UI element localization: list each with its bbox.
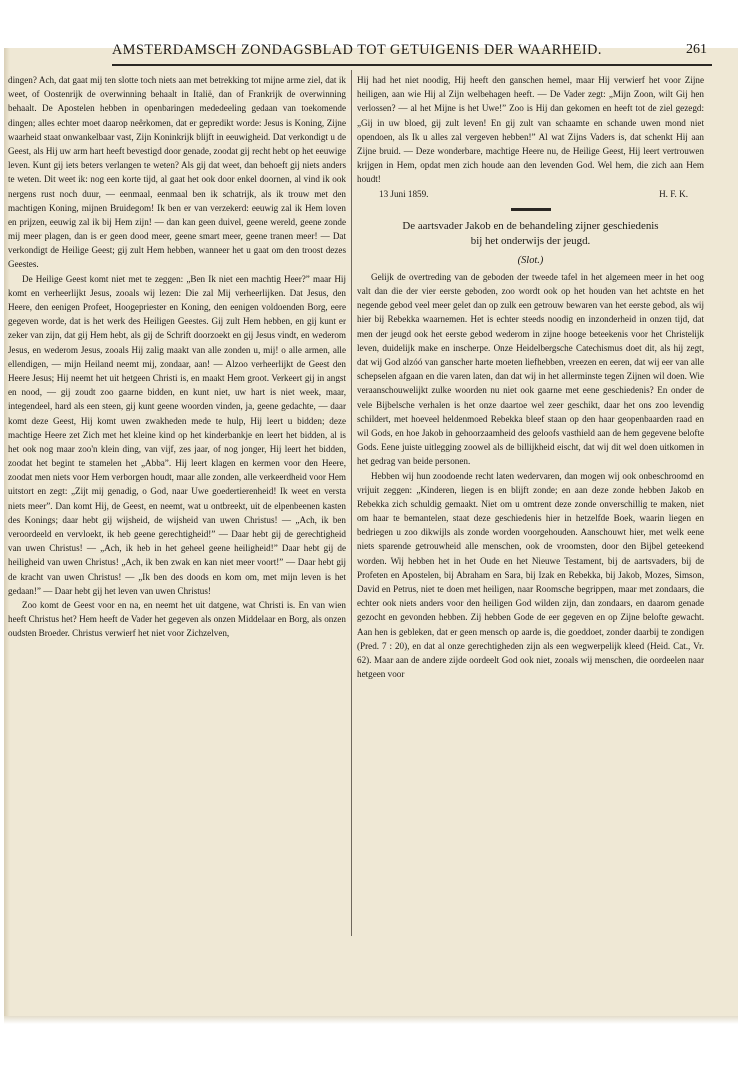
left-paragraph: Zoo komt de Geest voor en na, en neemt het uit datgene, wat Christi is. En van wien heeft Christus het? Hem heeft de Vader het gegeven als onzen Middelaar en Borg, als onzen oudsten Broeder. Christus verwierf het niet voor Zichzelven,	[8, 599, 346, 639]
page-bottom-edge	[4, 1016, 738, 1024]
page-number: 261	[686, 42, 707, 57]
dateline-initials: H. F. K.	[659, 188, 688, 199]
dateline-date: 13 Juni 1859.	[379, 188, 429, 199]
running-title: AMSTERDAMSCH ZONDAGSBLAD TOT GETUIGENIS DER WAARHEID.	[112, 42, 602, 58]
right-column	[357, 73, 704, 681]
article-subheading: (Slot.)	[517, 254, 544, 266]
left-paragraph: dingen? Ach, dat gaat mij ten slotte toch niets aan met betrekking tot mijne arme ziel, dat ik weet, of Oostenrijk de overwinning behaalt in Italië, dan of Frankrijk de overwinning behaalt. De Apostelen hebben in openbaringen mededeeling gedaan van toekomende dingen; alles echter moet daarop neêrkomen, dat er gepredikt worde: Jesus is Koning, Zijne waarheid staat onwankelbaar vast, Zijn Koninkrijk blijft in eeuwigheid. Dat verkondigt u de Geest, als Hij uw arm hart heeft bevestigd door genade, zoodat gij recht hebt op het eeuwige leven. Kunt gij iets beters verlangen te weten? Als gij dat weet, dan behoeft gij niets anders te weten. Dit weet ik: nog een korte tijd, al gaat het ook door enkel doornen, al vind ik ook nergens rust noch duur, — eenmaal, eenmaal ben ik schatrijk, als ik trouw met den machtigen Koning, mijnen Bruidegom! Ik ben er van verzekerd: eeuwig zal ik Hem loven en prijzen, eeuwig zal ik bij Hem zijn! — dan kan geen duivel, geene wereld, geene zonde mij meer plagen, dan is er geen dood meer, geene smart meer, geene tranen meer! — Dat verkondigt de Heilige Geest; gij zult Hem hebben, wanneer het u gaat om den troost dezes Geestes.	[8, 75, 346, 270]
section-separator-rule	[511, 208, 551, 211]
left-column	[8, 73, 346, 641]
left-paragraph: De Heilige Geest komt niet met te zeggen: „Ben Ik niet een machtig Heer?” maar Hij komt en verheerlijkt Jesus, zooals wij lezen: Die zal Mij verheerlijken. Dat Jesus, den Heere, den eenigen Profeet, Hoogepriester en Koning, den eenigen voldoenden Borg, eere gegeven worde, dat is het werk des Heiligen Geestes. Gij zult Hem hebben, en gij kunt er zeker van zijn, dat gij Hem hebt, als gij de Schrift doorzoekt en gij Jesus vindt, en wederom Jesus, en wederom Jesus, zooals Hij zalig maakt van alle zonden u, mij! o alle armen, alle ellendigen, — mijn Heiland neemt mij, zondaar, aan! — Alzoo verheerlijkt de Geest den Heere Jesus; Hij neemt het uit hetgeen Christi is, en maakt Hem groot. Verkeert gij in angst en nood, — gij zoudt zoo gaarne bidden, en kunt niet, uw hart is niet week, maar, integendeel, hard als een steen, gij kunt geene woorden vinden, ja, geene gedachte, — daar komt deze Geest, Hij komt uwen zwakheden mede te hulp, Hij leert u bidden; deze machtige Heere zet Zich met het kleine kind op het kinderbankje en leert het bidden, al is het ook nog maar zoo'n klein ding, van vijf, zes jaar, of nog jonger, Hij leert het bidden, zoodat het begint te stamelen het „Abba”. Hij leert klagen en kermen voor den Heere, zoodat men niets voor Hem verborgen houdt, maar alle zonden, alle verkeerdheid voor Hem uitstort en zegt: „Zijt mij genadig, o God, naar Uwe goedertierenheid! Ik weet en versta niets meer”. Dan komt Hij, de Geest, en neemt, wat u ontbreekt, uit de elpenbeenen kasten des Konings; daar hebt gij wijsheid, de wijsheid van uwen Christus! — „Ach, ik ben veroordeeld en vervloekt, ik heb geene gerechtigheid!” — Daar hebt gij de gerechtigheid van uwen Christus! — „Ach, ik heb in het geheel geene heiligheid!” Daar hebt gij de heiligheid van uwen Christus! „Ach, ik ben zwak en kan niet meer voort!” — Daar hebt gij de kracht van uwen Christus! — „Ik ben des doods en kom om, met mijn leven is het gedaan!” — Daar hebt gij het leven van uwen Christus!	[8, 273, 346, 596]
article-title	[357, 219, 704, 249]
header-rule	[112, 64, 712, 66]
right-paragraph: Hebben wij hun zoodoende recht laten wedervaren, dan mogen wij ook onbeschroomd en vrijuit zeggen: „Kinderen, liegen is en blijft zonde; en aan deze zonde hebben Jakob en Rebekka zich schuldig gemaakt. Niet om u omtrent deze zonde onverschillig te maken, niet om haar te bemantelen, staat deze geschiedenis hier in hetzelfde Boek, waarin liegen en bedriegen u zoo dikwijls als zonde worden voorgehouden. Aanschouwt hier, met welk eene niets sparende getrouwheid alle menschen, ook de vroomsten, door den Bijbel geteekend worden. Wij hebben het in het Oude en het Nieuwe Testament, bij de aartsvaders, bij de Profeten en Apostelen, bij Abraham en Sara, bij Izak en Rebekka, bij Jakob, Mozes, Simson, David en Petrus, niet te doen met heiligen, naar Roomsche begrippen, maar met zondaars, die echter ook niets anders voor den heiligen God wilden zijn, dan zondaars, en daarom genade gezocht en gevonden hebben. Zij hebben Gode de eer gegeven en op Zijne belofte gewacht. Aan hen is gebleken, dat er geen mensch op aarde is, die goeddoet, zonder daarbij te zondigen (Pred. 7 : 20), en dat al onze gerechtigheden zijn als een wegwerpelijk kleed (Heid. Cat., Vr. 62). Maar aan de andere zijde oordeelt God ook niet, zooals wij menschen, die oordeelen naar hetgeen voor	[357, 470, 704, 680]
page-header	[112, 40, 707, 62]
column-divider	[351, 70, 352, 936]
right-paragraph: Hij had het niet noodig, Hij heeft den ganschen hemel, maar Hij verwierf het voor Zijne heiligen, aan wie Hij al Zijn welbehagen heeft. — De Vader zegt: „Mijn Zoon, wilt Gij hen verlossen? — al het Mijne is het Uwe!” Zoo is Hij dan gekomen en heeft tot de ziel gezegd: „Gij in uw bloed, gij zult leven! En gij zult van schaamte en schande uwen mond niet opendoen, als Ik u alles zal vergeven hebben!” Al wat Zijns Vaders is, dat schenkt Hij aan Zijne bruid. — Deze wonderbare, machtige Heere nu, de Heilige Geest, Hij leert vertrouwen krijgen in Hem, opdat men zich houde aan den levenden God. Wel hem, die zich aan Hem houdt!	[357, 75, 704, 185]
dateline	[357, 187, 704, 201]
article-title-line-1: De aartsvader Jakob en de behandeling zijner geschiedenis	[402, 219, 659, 232]
article-title-line-2: bij het onderwijs der jeugd.	[470, 234, 591, 247]
right-paragraph: Gelijk de overtreding van de geboden der tweede tafel in het algemeen meer in het oog valt dan die der vier eerste geboden, zoo wordt ook op het houden van het achtste en het negende gebod veel meer gelet dan op zulk een getrouw bewaren van het eerste gebod, als wij hier bij Rebekka waarnemen. Het is echter steeds noodig en inzonderheid in onzen tijd, dat men der jeugd ook het eerste gebod wederom in zijne hooge beteekenis voor het Christelijk leven, duidelijk make en inscherpe. Onze Heidelbergsche Catechismus doet dit, als hij zegt, dat wij God alzóó van ganscher harte moeten liefhebben, vreezen en eeren, dat wij eer van alle schepselen afgaan en die varen laten, dan dat wij in het allerminste tegen Zijnen wil doen. Wie veraanschouwelijkt zulke woorden nu niet ook gaarne met eene geschiedenis? En onder de vele Bijbelsche verhalen is het onze daartoe wel zeer geschikt, daar het ons zoo levendig schildert, met hoeveel heldenmoed Rebekka bleef staan op den haar geopenbaarden raad en wil Gods, en hoe Jakob in gehoorzaamheid des geloofs vasthield aan de hem gegevene belofte Gods. Eene juiste uitlegging zoowel als de billijkheid eischt, dat wij dit wel doen uitkomen in het gedrag van beide personen.	[357, 271, 704, 467]
